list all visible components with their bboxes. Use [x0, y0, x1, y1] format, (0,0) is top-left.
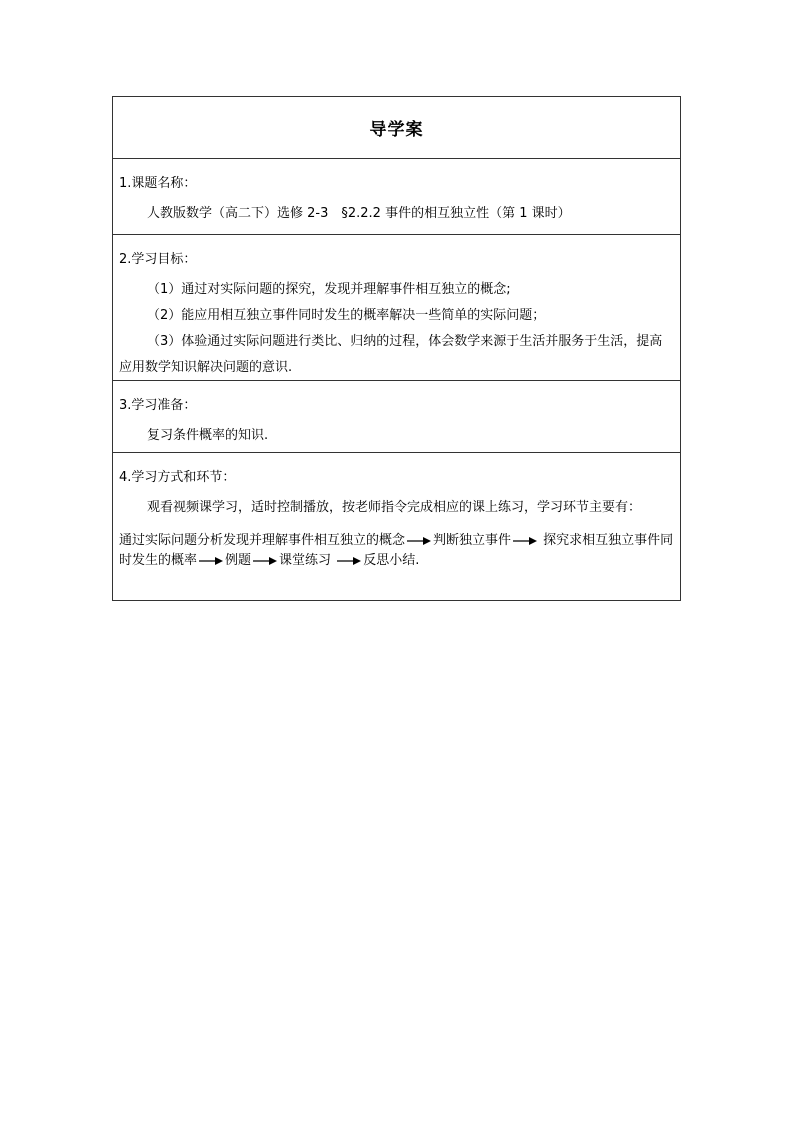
learning-flow [119, 531, 674, 571]
goal-item: （3）体验通过实际问题进行类比、归纳的过程，体会数学来源于生活并服务于生活，提高应用数学知识解决问题的意识. [119, 334, 663, 375]
section-heading: 3.学习准备： [119, 398, 197, 413]
flow-step: 例题 [225, 553, 252, 568]
method-text: 观看视频课学习，适时控制播放，按老师指令完成相应的课上练习，学习环节主要有： [147, 500, 642, 515]
section-heading: 4.学习方式和环节： [119, 470, 236, 485]
section-preparation [113, 381, 680, 453]
arrow-right-icon [513, 536, 537, 546]
arrow-right-icon [337, 556, 361, 566]
flow-step: 通过实际问题分析发现并理解事件相互独立的概念 [119, 533, 406, 548]
page-title: 导学案 [369, 120, 424, 140]
course-name-text: 人教版数学（高二下）选修 2-3 §2.2.2 事件的相互独立性（第 1 课时） [147, 206, 571, 221]
flow-step: 探究求相互独立事件同时发生的概率 [119, 533, 674, 568]
arrow-right-icon [407, 536, 431, 546]
flow-step: 判断独立事件 [433, 533, 512, 548]
section-learning-method [113, 453, 680, 600]
study-guide-table [112, 96, 681, 601]
preparation-text: 复习条件概率的知识. [147, 428, 269, 443]
goal-item: （2）能应用相互独立事件同时发生的概率解决一些简单的实际问题； [147, 308, 546, 323]
arrow-right-icon [253, 556, 277, 566]
goal-item: （1）通过对实际问题的探究，发现并理解事件相互独立的概念; [147, 282, 511, 297]
section-course-name [113, 159, 680, 235]
flow-step: 反思小结. [363, 553, 420, 568]
section-learning-goals [113, 235, 680, 381]
section-heading: 2.学习目标： [119, 252, 197, 267]
title-row [113, 97, 680, 159]
arrow-right-icon [199, 556, 223, 566]
flow-step: 课堂练习 [279, 553, 332, 568]
section-heading: 1.课题名称： [119, 176, 197, 191]
